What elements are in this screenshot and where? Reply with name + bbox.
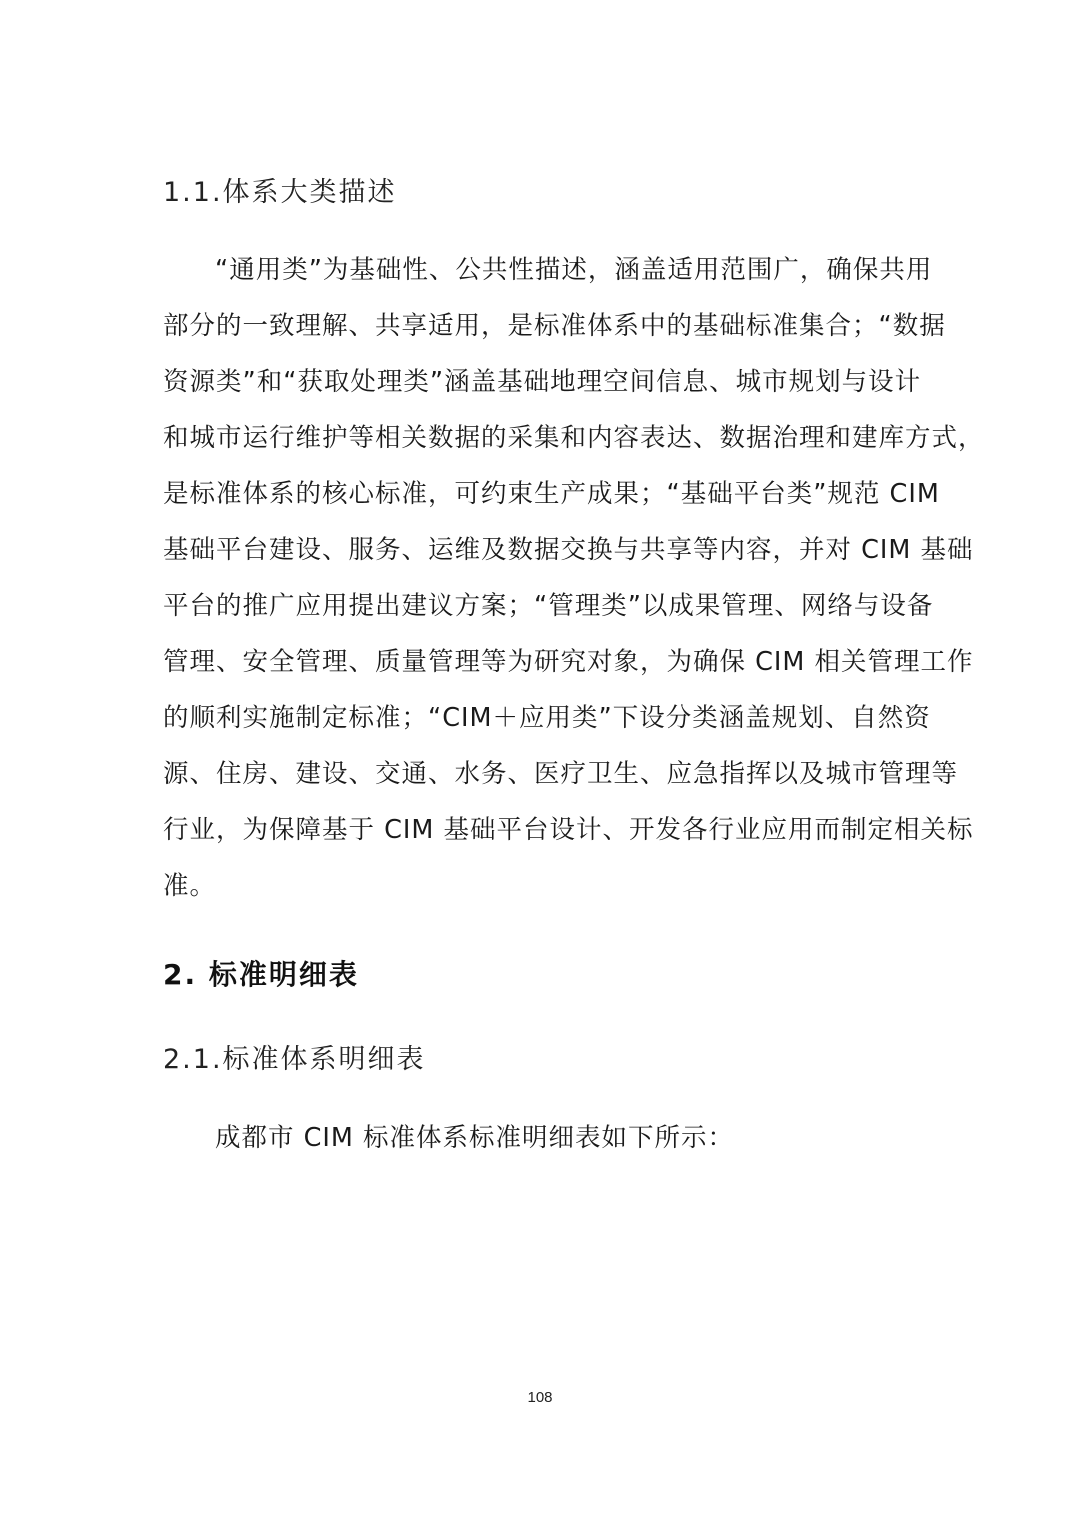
paragraph-line: 平台的推广应用提出建议方案；“管理类”以成果管理、网络与设备 xyxy=(163,591,934,621)
paragraph-line: 基础平台建设、服务、运维及数据交换与共享等内容，并对 CIM 基础 xyxy=(163,535,974,565)
paragraph-line: 资源类”和“获取处理类”涵盖基础地理空间信息、城市规划与设计 xyxy=(163,367,922,397)
paragraph-line: 行业，为保障基于 CIM 基础平台设计、开发各行业应用而制定相关标 xyxy=(163,815,974,845)
paragraph-line: 部分的一致理解、共享适用，是标准体系中的基础标准集合；“数据 xyxy=(163,311,946,341)
paragraph-line: 准。 xyxy=(163,871,217,901)
paragraph-line: 管理、安全管理、质量管理等为研究对象，为确保 CIM 相关管理工作 xyxy=(163,647,974,677)
paragraph-line: 成都市 CIM 标准体系标准明细表如下所示： xyxy=(215,1123,735,1153)
section-2-heading: 2. 标准明细表 xyxy=(163,958,359,991)
paragraph-line: 的顺利实施制定标准；“CIM＋应用类”下设分类涵盖规划、自然资 xyxy=(163,703,931,733)
paragraph-line: 和城市运行维护等相关数据的采集和内容表达、数据治理和建库方式， xyxy=(163,423,985,453)
paragraph-line: 是标准体系的核心标准，可约束生产成果；“基础平台类”规范 CIM xyxy=(163,479,940,509)
section-1-1-paragraph xyxy=(163,242,985,914)
paragraph-line: 源、住房、建设、交通、水务、医疗卫生、应急指挥以及城市管理等 xyxy=(163,759,959,789)
section-1-1-heading: 1.1.体系大类描述 xyxy=(163,177,397,208)
section-2-1-paragraph xyxy=(163,1110,933,1166)
page-number: 108 xyxy=(527,1389,553,1406)
section-2-1-heading: 2.1.标准体系明细表 xyxy=(163,1044,426,1075)
paragraph-line: “通用类”为基础性、公共性描述，涵盖适用范围广，确保共用 xyxy=(215,255,933,285)
